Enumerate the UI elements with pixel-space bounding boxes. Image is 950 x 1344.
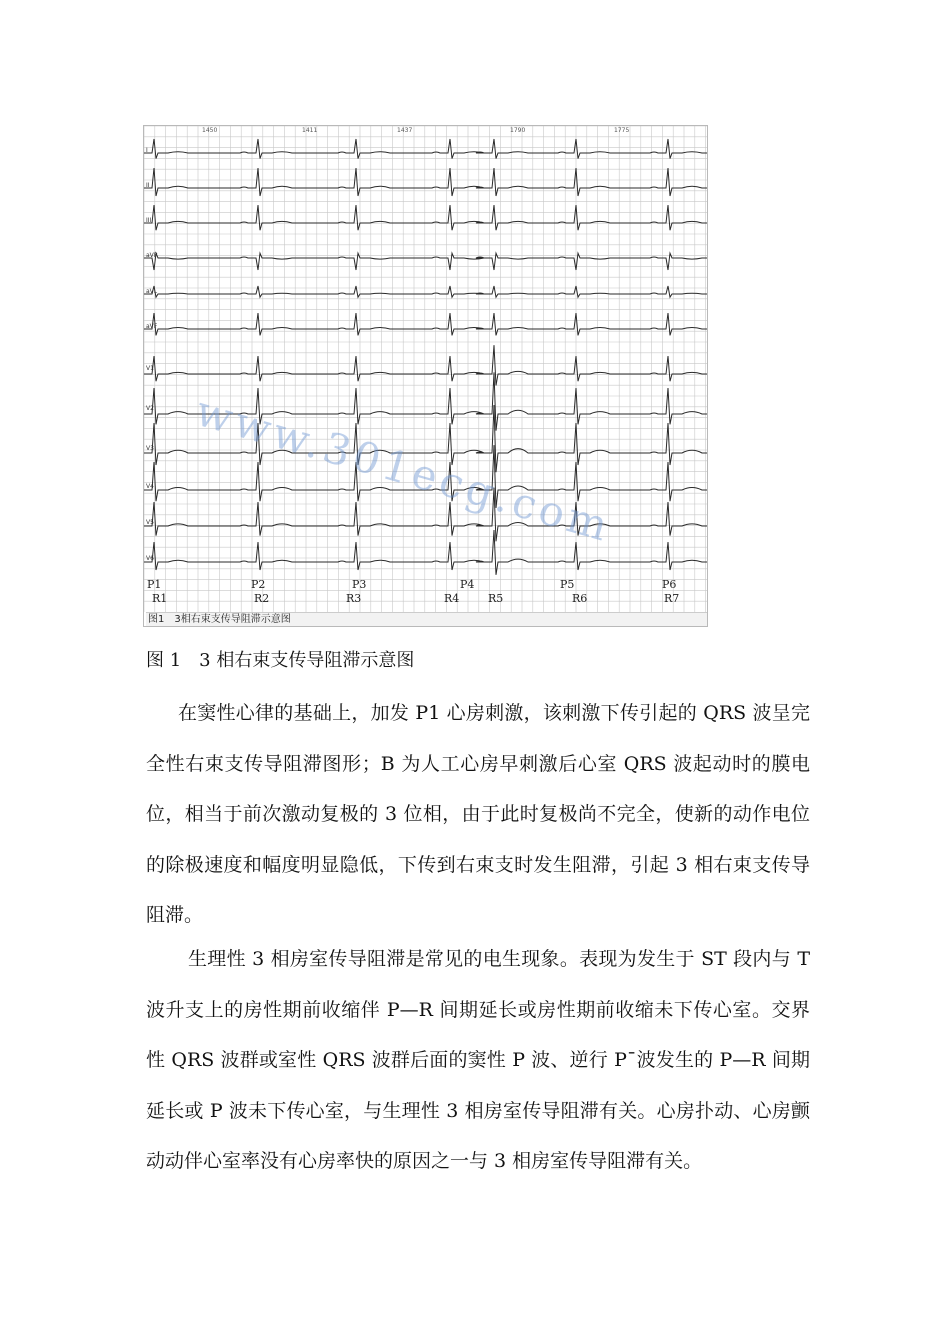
rr-interval: 1775 bbox=[614, 127, 630, 134]
r-wave-label: R2 bbox=[254, 592, 270, 605]
lead-label: V1 bbox=[146, 365, 154, 372]
p-wave-label: P5 bbox=[560, 578, 575, 591]
body-paragraph: 生理性 3 相房室传导阻滞是常见的电生现象。表现为发生于 ST 段内与 T 波升支上的房性期前收缩伴 P—R 间期延长或房性期前收缩未下传心室。交界性 QRS 波群或室性 QRS 波群后面的窦性 P 波、逆行 P¯波发生的 P—R 间期延长或 P 波未下传心室，与生理性 3 相房室传导阻滞有关。心房扑动、心房颤动动伴心室率没有心房率快的原因之一与 3 相房室传导阻滞有关。 bbox=[146, 948, 810, 1172]
rr-interval: 1437 bbox=[397, 127, 413, 134]
lead-label: aVR bbox=[146, 252, 158, 259]
p-wave-label: P1 bbox=[147, 578, 162, 591]
body-paragraph: 在窦性心律的基础上，加发 P1 心房刺激，该刺激下传引起的 QRS 波呈完全性右束支传导阻滞图形；B 为人工心房早刺激后心室 QRS 波起动时的膜电位，相当于前次激动复极的 3 位相，由于此时复极尚不完全，使新的动作电位的除极速度和幅度明显隐低，下传到右束支时发生阻滞，引起 3 相右束支传导阻滞。 bbox=[146, 702, 810, 926]
r-wave-label: R1 bbox=[152, 592, 168, 605]
watermark-text: www.301ecg.com bbox=[190, 386, 617, 552]
ecg-traces bbox=[144, 139, 707, 575]
rr-interval: 1790 bbox=[510, 127, 526, 134]
lead-label: aVF bbox=[146, 323, 158, 330]
lead-label: V5 bbox=[146, 519, 154, 526]
r-wave-label: R5 bbox=[488, 592, 504, 605]
lead-label: V6 bbox=[146, 555, 154, 562]
lead-label: II bbox=[146, 182, 150, 189]
figure-caption: 图 1 3 相右束支传导阻滞示意图 bbox=[146, 650, 415, 671]
p-wave-label: P6 bbox=[662, 578, 677, 591]
ecg-figure bbox=[143, 125, 708, 627]
figure-inner-caption: 图1 3相右束支传导阻滞示意图 bbox=[146, 612, 707, 626]
p-wave-label: P3 bbox=[352, 578, 367, 591]
rr-interval: 1411 bbox=[302, 127, 318, 134]
p-wave-label: P2 bbox=[251, 578, 266, 591]
rr-interval: 1450 bbox=[202, 127, 218, 134]
r-wave-label: R7 bbox=[664, 592, 680, 605]
r-wave-label: R6 bbox=[572, 592, 588, 605]
ecg-grid bbox=[144, 126, 707, 612]
lead-label: V3 bbox=[146, 445, 154, 452]
ecg-tracing bbox=[144, 126, 707, 626]
lead-label: aVL bbox=[146, 288, 158, 295]
lead-label: V2 bbox=[146, 405, 154, 412]
lead-label: III bbox=[146, 217, 152, 224]
p-wave-label: P4 bbox=[460, 578, 475, 591]
lead-label: V4 bbox=[146, 483, 154, 490]
r-wave-label: R4 bbox=[444, 592, 460, 605]
r-wave-label: R3 bbox=[346, 592, 362, 605]
lead-label: I bbox=[146, 147, 148, 154]
